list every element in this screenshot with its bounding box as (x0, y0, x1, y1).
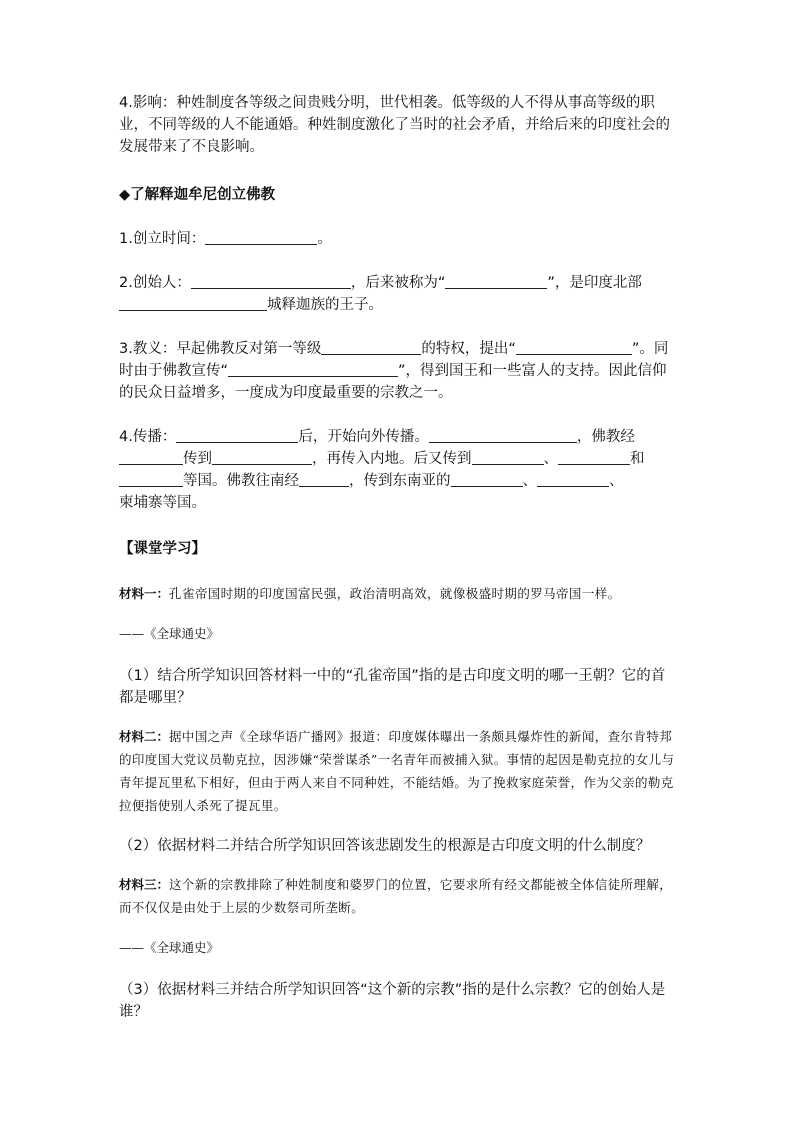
q4-mid2: ，佛教经 (576, 429, 635, 445)
material-three (119, 873, 679, 919)
q3-prefix: 3.教义：早起佛教反对第一等级 (119, 341, 322, 357)
material-one (119, 582, 679, 605)
blank-via[interactable] (119, 449, 183, 465)
q4-end: 柬埔寨等国。 (119, 495, 206, 511)
material-one-label: 材料一： (119, 586, 170, 601)
q2-prefix: 2.创始人： (119, 275, 191, 291)
blank-sea-country-1[interactable] (451, 471, 523, 487)
q4-mid3: 传到 (183, 451, 212, 467)
blank-region[interactable] (212, 449, 312, 465)
blank-country-2[interactable] (558, 449, 630, 465)
q4-mid4: ，再传入内地。后又传到 (312, 451, 472, 467)
buddhism-q3 (119, 338, 679, 404)
blank-south-via[interactable] (299, 471, 349, 487)
q4-mid7: ，传到东南亚的 (349, 473, 451, 489)
material-two (119, 725, 679, 817)
q4-sep3: 、 (609, 473, 624, 489)
blank-country-1[interactable] (472, 449, 544, 465)
buddhism-q2 (119, 272, 679, 316)
q4-mid6: 等国。佛教往南经 (183, 473, 299, 489)
q4-mid5: 和 (630, 451, 645, 467)
blank-founding-time[interactable] (205, 229, 317, 245)
q1-prefix: 1.创立时间： (119, 231, 206, 247)
buddhism-heading: ◆了解释迦牟尼创立佛教 (119, 187, 276, 203)
question-one: （1）结合所学知识回答材料一中的“孔雀帝国”指的是古印度文明的哪一王朝？它的首都是哪里？ (119, 668, 666, 706)
q4-sep1: 、 (543, 451, 558, 467)
blank-title[interactable] (445, 273, 547, 289)
blank-city[interactable] (119, 295, 267, 311)
q3-mid2: ”。同时由于佛教宣传“ (119, 341, 669, 379)
blank-country-3[interactable] (119, 471, 183, 487)
material-three-source: ——《全球通史》 (119, 940, 220, 955)
blank-dynasty[interactable] (429, 427, 577, 443)
worksheet-page (119, 92, 679, 1023)
blank-preaching[interactable] (228, 361, 398, 377)
blank-privilege[interactable] (321, 339, 421, 355)
material-two-label: 材料二： (119, 729, 170, 744)
q1-suffix: 。 (317, 231, 332, 247)
buddhism-q4 (119, 426, 679, 514)
material-one-source: ——《全球通史》 (119, 626, 220, 641)
q4-prefix: 4.传播： (119, 429, 177, 445)
q2-mid1: ，后来被称为“ (350, 275, 446, 291)
material-one-text: 孔雀帝国时期的印度国富民强，政治清明高效，就像极盛时期的罗马帝国一样。 (169, 586, 621, 601)
question-three: （3）依据材料三并结合所学知识回答“这个新的宗教”指的是什么宗教？它的创始人是谁？ (119, 982, 666, 1020)
q2-mid2: ”，是印度北部 (547, 275, 642, 291)
q3-mid3: ”，得到国王和一些富人的支持。因此信仰的民众日益增多，一度成为印度最重要的宗教之一。 (119, 363, 667, 401)
question-two: （2）依据材料二并结合所学知识回答该悲剧发生的根源是古印度文明的什么制度？ (119, 838, 651, 854)
buddhism-q1 (119, 228, 679, 250)
blank-spread-time[interactable] (176, 427, 298, 443)
q4-mid1: 后，开始向外传播。 (298, 429, 429, 445)
classroom-heading: 【课堂学习】 (119, 541, 206, 557)
blank-doctrine[interactable] (516, 339, 632, 355)
impact-paragraph: 4.影响：种姓制度各等级之间贵贱分明，世代相袭。低等级的人不得从事高等级的职业，不同等级的人不能通婚。种姓制度激化了当时的社会矛盾，并给后来的印度社会的发展带来了不良影响。 (119, 95, 670, 155)
material-two-text: 据中国之声《全球华语广播网》报道：印度媒体曝出一条颇具爆炸性的新闻，查尔肯特邦的印度国大党议员勒克拉，因涉嫌“荣誉谋杀”一名青年而被捕入狱。事情的起因是勒克拉的女儿与青年提瓦里私下相好，但由于两人来自不同种姓，不能结婚。为了挽救家庭荣誉，作为父亲的勒克拉便指使别人杀死了提瓦里。 (119, 729, 675, 813)
blank-sea-country-2[interactable] (537, 471, 609, 487)
q2-mid3: 城释迦族的王子。 (267, 297, 383, 313)
blank-founder[interactable] (191, 273, 351, 289)
material-three-label: 材料三： (119, 877, 170, 892)
q3-mid1: 的特权，提出“ (421, 341, 516, 357)
q4-sep2: 、 (522, 473, 537, 489)
material-three-text: 这个新的宗教排除了种姓制度和婆罗门的位置，它要求所有经文都能被全体信徒所理解，而不仅仅是由处于上层的少数祭司所垄断。 (119, 877, 673, 915)
